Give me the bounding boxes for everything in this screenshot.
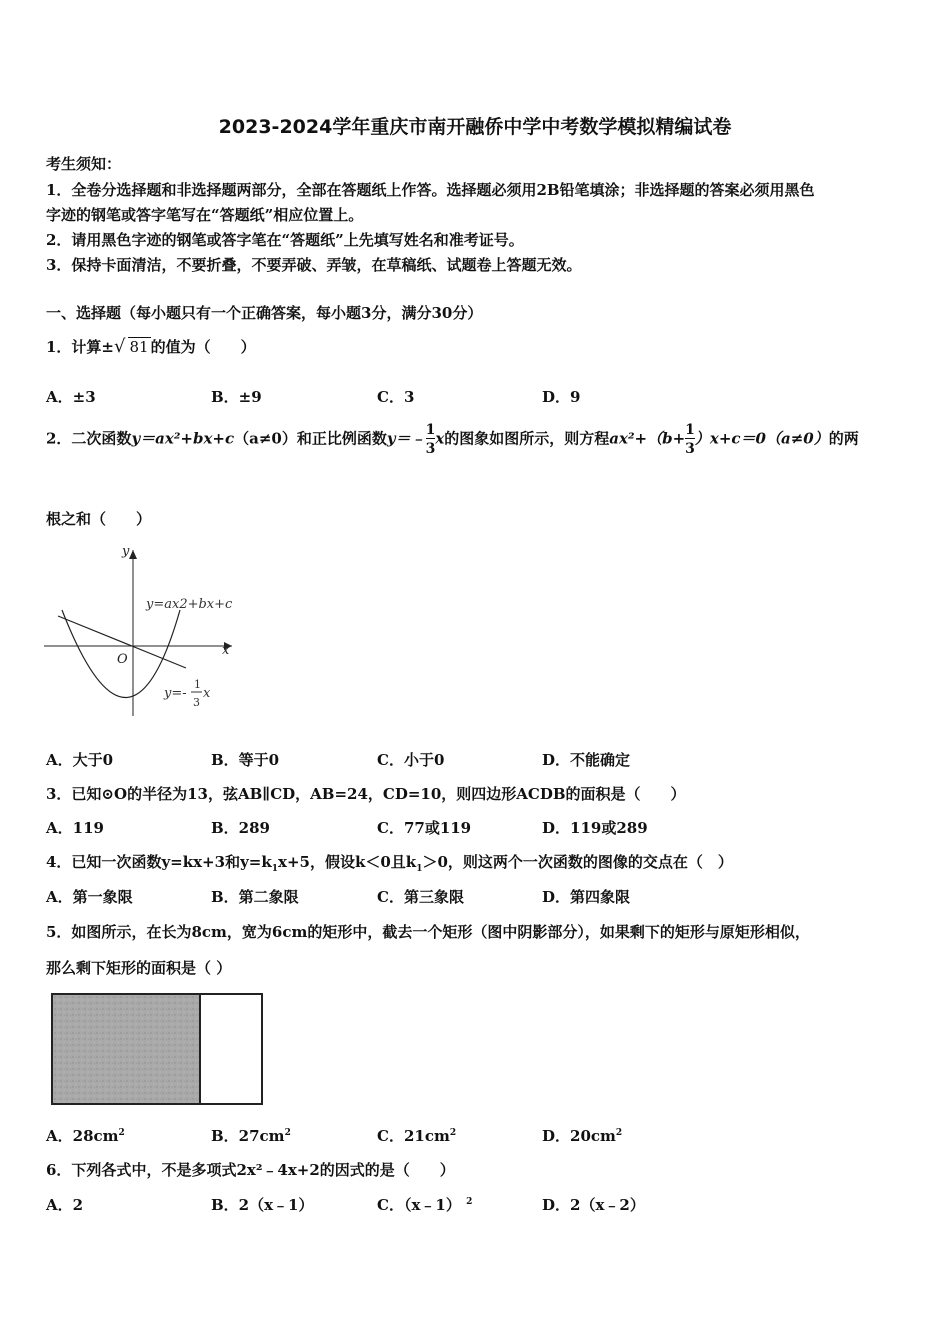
q6-suffix: 的因式的是（ ）: [319, 1161, 455, 1179]
q5-option-a-text: A．28cm: [46, 1127, 119, 1145]
q6-expression: 2x²﹣4x+2: [236, 1161, 320, 1179]
q6-option-b: B．2（x﹣1）: [211, 1196, 314, 1214]
unit-superscript: 2: [118, 1128, 125, 1138]
q2-graph: [40, 540, 250, 720]
q5-option-d: [542, 1125, 622, 1146]
q1-option-d: D．9: [542, 388, 581, 406]
question-4: [46, 851, 733, 874]
q6-prefix: 6．下列各式中，不是多项式: [46, 1161, 237, 1179]
q5-option-b-text: B．27cm: [211, 1127, 285, 1145]
notice-line-2: 字迹的钢笔或答字笔写在“答题纸”相应位置上。: [46, 206, 364, 224]
power-superscript: 2: [466, 1197, 473, 1207]
notice-line-3: 2．请用黑色字迹的钢笔或答字笔在“答题纸”上先填写姓名和准考证号。: [46, 231, 524, 249]
q2-quadratic: y＝ax²+bx+c: [131, 429, 235, 448]
q1-option-b: B．±9: [211, 388, 262, 406]
question-6: [46, 1159, 455, 1180]
q1-radicand: 81: [129, 338, 149, 356]
line-label-denominator: 3: [193, 696, 200, 709]
q4-option-a: A．第一象限: [46, 888, 133, 906]
q3-option-d: D．119或289: [542, 819, 648, 837]
q6-option-c-text: C．（x﹣1）: [377, 1196, 461, 1214]
notice-heading: 考生须知：: [46, 155, 122, 173]
q2-option-c: C．小于0: [377, 751, 445, 769]
q1-suffix: 的值为（ ）: [150, 338, 256, 356]
q1-option-a: A．±3: [46, 388, 96, 406]
q3-option-a: A．119: [46, 819, 104, 837]
shaded-rectangle: [52, 994, 200, 1104]
q5-option-c-text: C．21cm: [377, 1127, 450, 1145]
question-5-line-1: 5．如图所示，在长为8cm，宽为6cm的矩形中，截去一个矩形（图中阴影部分），如果剩下的矩形与原矩形相似，: [46, 923, 810, 941]
q3-option-c: C．77或119: [377, 819, 472, 837]
fraction-denominator: 3: [685, 438, 695, 457]
q5-option-a: [46, 1125, 125, 1146]
q2-line-2: 根之和（ ）: [46, 510, 152, 528]
unit-superscript: 2: [449, 1128, 457, 1138]
q4-middle: x+5，假设k＜0且k: [278, 853, 417, 871]
line-label-numerator: 1: [194, 678, 201, 691]
q4-suffix: ＞0，则这两个一次函数的图像的交点在（ ）: [422, 853, 733, 871]
q4-subscript-1: 1: [271, 864, 279, 874]
q5-option-c: [377, 1125, 456, 1146]
q5-option-d-text: D．20cm: [542, 1127, 616, 1145]
q2-equation-1: ax²+（b+: [609, 429, 686, 448]
question-5-line-2: 那么剩下矩形的面积是（ ）: [46, 959, 232, 977]
fraction-numerator: 1: [685, 422, 695, 438]
q2-fraction-1: [426, 422, 436, 457]
q2-option-d: D．不能确定: [542, 751, 631, 769]
q4-prefix: 4．已知一次函数y=kx+3和y=k: [46, 853, 272, 871]
line-label-suffix: x: [203, 686, 211, 701]
q1-option-c: C．3: [377, 388, 415, 406]
q4-option-b: B．第二象限: [211, 888, 299, 906]
question-3: 3．已知⊙O的半径为13，弦AB∥CD，AB=24，CD=10，则四边形ACDB的面积是（ ）: [46, 785, 686, 803]
q2-option-b: B．等于0: [211, 751, 280, 769]
q2-fraction-2: [685, 422, 695, 457]
q5-option-b: [211, 1125, 291, 1146]
parabola-label: y=ax2+bx+c: [146, 597, 233, 612]
unit-superscript: 2: [615, 1128, 623, 1138]
q6-option-d: D．2（x﹣2）: [542, 1196, 645, 1214]
question-1: [46, 336, 256, 357]
q2-option-a: A．大于0: [46, 751, 114, 769]
origin-label: O: [117, 652, 128, 667]
fraction-numerator: 1: [425, 422, 436, 438]
q1-prefix: 1．计算±: [46, 338, 115, 356]
question-2: [46, 422, 906, 457]
unit-superscript: 2: [284, 1128, 291, 1138]
x-axis-label: x: [222, 643, 230, 658]
q2-linear: y＝﹣: [386, 429, 426, 448]
notice-line-4: 3．保持卡面清洁，不要折叠，不要弄破、弄皱，在草稿纸、试题卷上答题无效。: [46, 256, 582, 274]
q4-subscript-2: 1: [416, 864, 423, 874]
q5-rectangle-figure: [48, 990, 274, 1110]
y-axis-arrow-icon: [129, 550, 137, 559]
line-label-prefix: y=-: [164, 686, 187, 701]
notice-line-1: 1．全卷分选择题和非选择题两部分，全部在答题纸上作答。选择题必须用2B铅笔填涂；非选择题的答案必须用黑色: [46, 181, 815, 199]
q2-part-3: （a≠0）和正比例函数: [234, 429, 387, 448]
q6-option-a: A．2: [46, 1196, 84, 1214]
q2-part-9: 的两: [828, 429, 859, 448]
y-axis-label: y: [122, 544, 130, 559]
sqrt-icon: √: [114, 336, 126, 357]
q2-equation-2: ）x+c＝0（a≠0）: [694, 429, 829, 448]
page-title: 2023-2024学年重庆市南开融侨中学中考数学模拟精编试卷: [218, 116, 732, 138]
q4-option-c: C．第三象限: [377, 888, 464, 906]
q3-option-b: B．289: [211, 819, 270, 837]
q2-part-1: 2．二次函数: [46, 429, 132, 448]
fraction-denominator: 3: [426, 438, 436, 457]
q2-x: x: [435, 429, 445, 448]
q4-option-d: D．第四象限: [542, 888, 631, 906]
q6-option-c: [377, 1194, 472, 1215]
q2-part-6: 的图象如图所示，则方程: [444, 429, 610, 448]
section-heading: 一、选择题（每小题只有一个正确答案，每小题3分，满分30分）: [46, 304, 483, 322]
